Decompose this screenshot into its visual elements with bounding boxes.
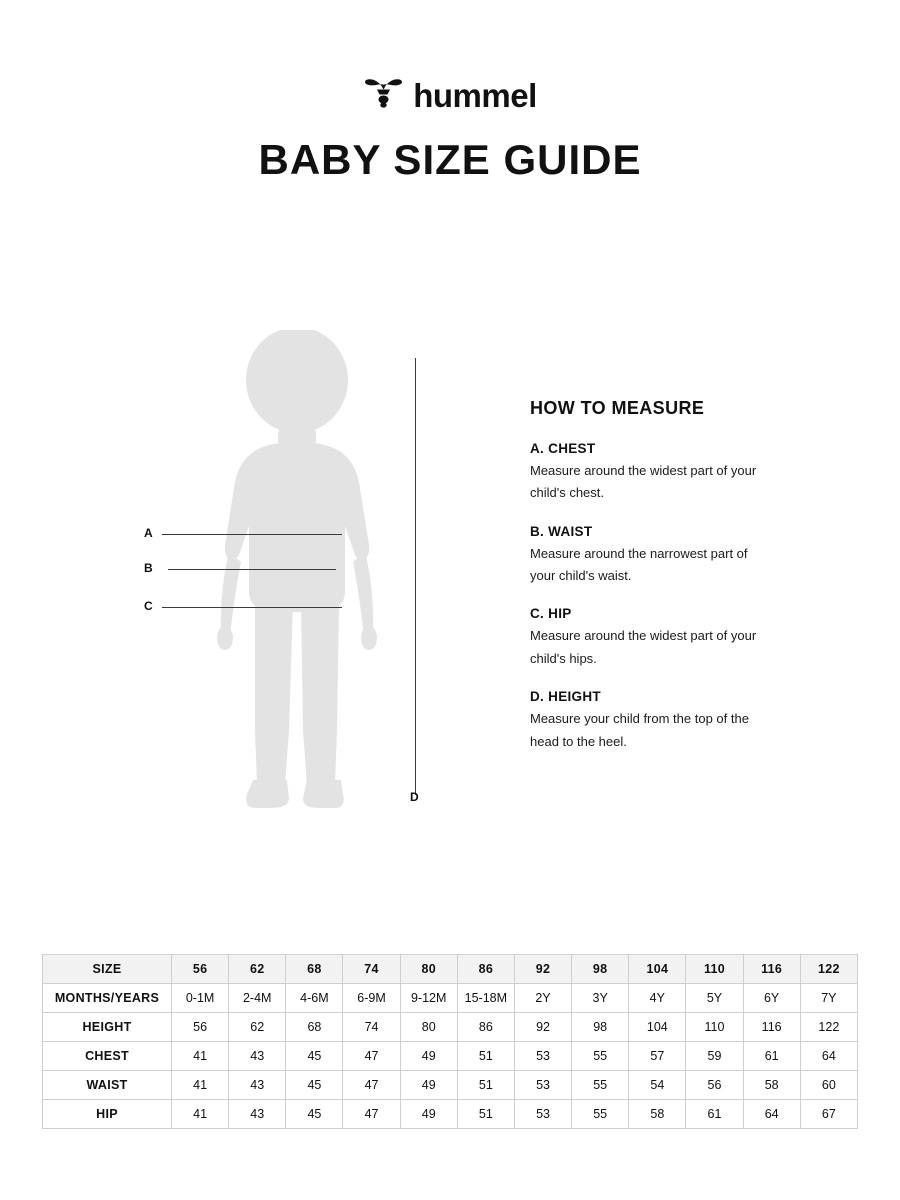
- how-to-item-text: Measure around the narrowest part of your child's waist.: [530, 545, 748, 584]
- table-cell: 2Y: [514, 984, 571, 1013]
- table-cell: 53: [514, 1042, 571, 1071]
- how-to-item-title: B. WAIST: [530, 523, 593, 539]
- table-cell: 74: [343, 955, 400, 984]
- table-cell: 6-9M: [343, 984, 400, 1013]
- table-cell: 86: [457, 955, 514, 984]
- table-cell: 74: [343, 1013, 400, 1042]
- brand-name: hummel: [413, 77, 537, 114]
- measurement-figure: [130, 330, 460, 830]
- table-cell: 62: [229, 1013, 286, 1042]
- table-cell: 7Y: [800, 984, 857, 1013]
- row-header: HIP: [43, 1100, 172, 1129]
- table-cell: 9-12M: [400, 984, 457, 1013]
- table-cell: 122: [800, 1013, 857, 1042]
- table-cell: 57: [629, 1042, 686, 1071]
- how-to-item-waist: [530, 524, 830, 588]
- how-to-item-title: C. HIP: [530, 606, 572, 622]
- how-to-item-height: [530, 689, 830, 753]
- table-cell: 47: [343, 1042, 400, 1071]
- table-row: [43, 1100, 858, 1129]
- table-row: [43, 955, 858, 984]
- marker-c-label: C: [144, 599, 153, 613]
- how-to-measure-title: HOW TO MEASURE: [530, 398, 705, 418]
- table-cell: 122: [800, 955, 857, 984]
- marker-a-label: A: [144, 526, 153, 540]
- table-cell: 45: [286, 1042, 343, 1071]
- hip-measure-line: [162, 607, 342, 608]
- row-header: SIZE: [43, 955, 172, 984]
- size-table-wrapper: [42, 954, 858, 1129]
- table-cell: 68: [286, 955, 343, 984]
- table-cell: 51: [457, 1042, 514, 1071]
- row-header: WAIST: [43, 1071, 172, 1100]
- size-table: [42, 954, 858, 1129]
- how-to-item-chest: [530, 441, 830, 505]
- page-title: BABY SIZE GUIDE: [258, 136, 642, 183]
- table-cell: 68: [286, 1013, 343, 1042]
- how-to-measure-section: [530, 398, 830, 772]
- table-cell: 49: [400, 1042, 457, 1071]
- how-to-item-title: D. HEIGHT: [530, 689, 601, 705]
- how-to-item-title: A. CHEST: [530, 441, 596, 456]
- table-cell: 6Y: [743, 984, 800, 1013]
- table-cell: 4Y: [629, 984, 686, 1013]
- table-cell: 64: [800, 1042, 857, 1071]
- table-cell: 43: [229, 1071, 286, 1100]
- hummel-bee-logo-icon: [363, 78, 405, 113]
- table-cell: 49: [400, 1100, 457, 1129]
- table-cell: 45: [286, 1100, 343, 1129]
- table-row: [43, 1013, 858, 1042]
- table-cell: 98: [572, 1013, 629, 1042]
- table-cell: 5Y: [686, 984, 743, 1013]
- table-cell: 59: [686, 1042, 743, 1071]
- how-to-item-text: Measure around the widest part of your child's hips.: [530, 628, 757, 666]
- table-cell: 104: [629, 955, 686, 984]
- table-cell: 56: [686, 1071, 743, 1100]
- table-cell: 41: [172, 1071, 229, 1100]
- table-cell: 55: [572, 1042, 629, 1071]
- table-cell: 98: [572, 955, 629, 984]
- waist-measure-line: [168, 569, 336, 570]
- table-cell: 53: [514, 1100, 571, 1129]
- table-cell: 4-6M: [286, 984, 343, 1013]
- how-to-item-text: Measure your child from the top of the head to the heel.: [530, 711, 749, 749]
- table-cell: 80: [400, 955, 457, 984]
- height-measure-line: [415, 358, 416, 795]
- table-cell: 64: [743, 1100, 800, 1129]
- table-cell: 15-18M: [457, 984, 514, 1013]
- table-cell: 58: [743, 1071, 800, 1100]
- table-cell: 58: [629, 1100, 686, 1129]
- table-cell: 56: [172, 955, 229, 984]
- table-cell: 43: [229, 1042, 286, 1071]
- table-cell: 51: [457, 1100, 514, 1129]
- marker-b-label: B: [144, 561, 153, 575]
- table-cell: 67: [800, 1100, 857, 1129]
- table-cell: 43: [229, 1100, 286, 1129]
- table-cell: 92: [514, 955, 571, 984]
- how-to-item-text: Measure around the widest part of your child's chest.: [530, 463, 757, 501]
- row-header: HEIGHT: [43, 1013, 172, 1042]
- table-cell: 41: [172, 1042, 229, 1071]
- row-header: CHEST: [43, 1042, 172, 1071]
- brand-header: [0, 78, 900, 118]
- table-cell: 104: [629, 1013, 686, 1042]
- table-cell: 62: [229, 955, 286, 984]
- table-cell: 86: [457, 1013, 514, 1042]
- table-cell: 53: [514, 1071, 571, 1100]
- table-cell: 3Y: [572, 984, 629, 1013]
- table-cell: 41: [172, 1100, 229, 1129]
- how-to-item-hip: [530, 606, 830, 670]
- table-row: [43, 1042, 858, 1071]
- table-cell: 55: [572, 1100, 629, 1129]
- table-cell: 51: [457, 1071, 514, 1100]
- table-cell: 0-1M: [172, 984, 229, 1013]
- table-row: [43, 1071, 858, 1100]
- table-cell: 45: [286, 1071, 343, 1100]
- marker-d-label: D: [410, 790, 419, 804]
- table-cell: 47: [343, 1071, 400, 1100]
- table-cell: 80: [400, 1013, 457, 1042]
- table-cell: 110: [686, 955, 743, 984]
- table-cell: 110: [686, 1013, 743, 1042]
- table-cell: 56: [172, 1013, 229, 1042]
- table-cell: 61: [686, 1100, 743, 1129]
- chest-measure-line: [162, 534, 342, 535]
- table-cell: 49: [400, 1071, 457, 1100]
- table-cell: 60: [800, 1071, 857, 1100]
- table-cell: 47: [343, 1100, 400, 1129]
- child-silhouette-icon: [185, 330, 410, 825]
- table-cell: 55: [572, 1071, 629, 1100]
- table-cell: 2-4M: [229, 984, 286, 1013]
- table-cell: 92: [514, 1013, 571, 1042]
- table-row: [43, 984, 858, 1013]
- row-header: MONTHS/YEARS: [43, 984, 172, 1013]
- table-cell: 54: [629, 1071, 686, 1100]
- table-cell: 61: [743, 1042, 800, 1071]
- table-cell: 116: [743, 1013, 800, 1042]
- table-cell: 116: [743, 955, 800, 984]
